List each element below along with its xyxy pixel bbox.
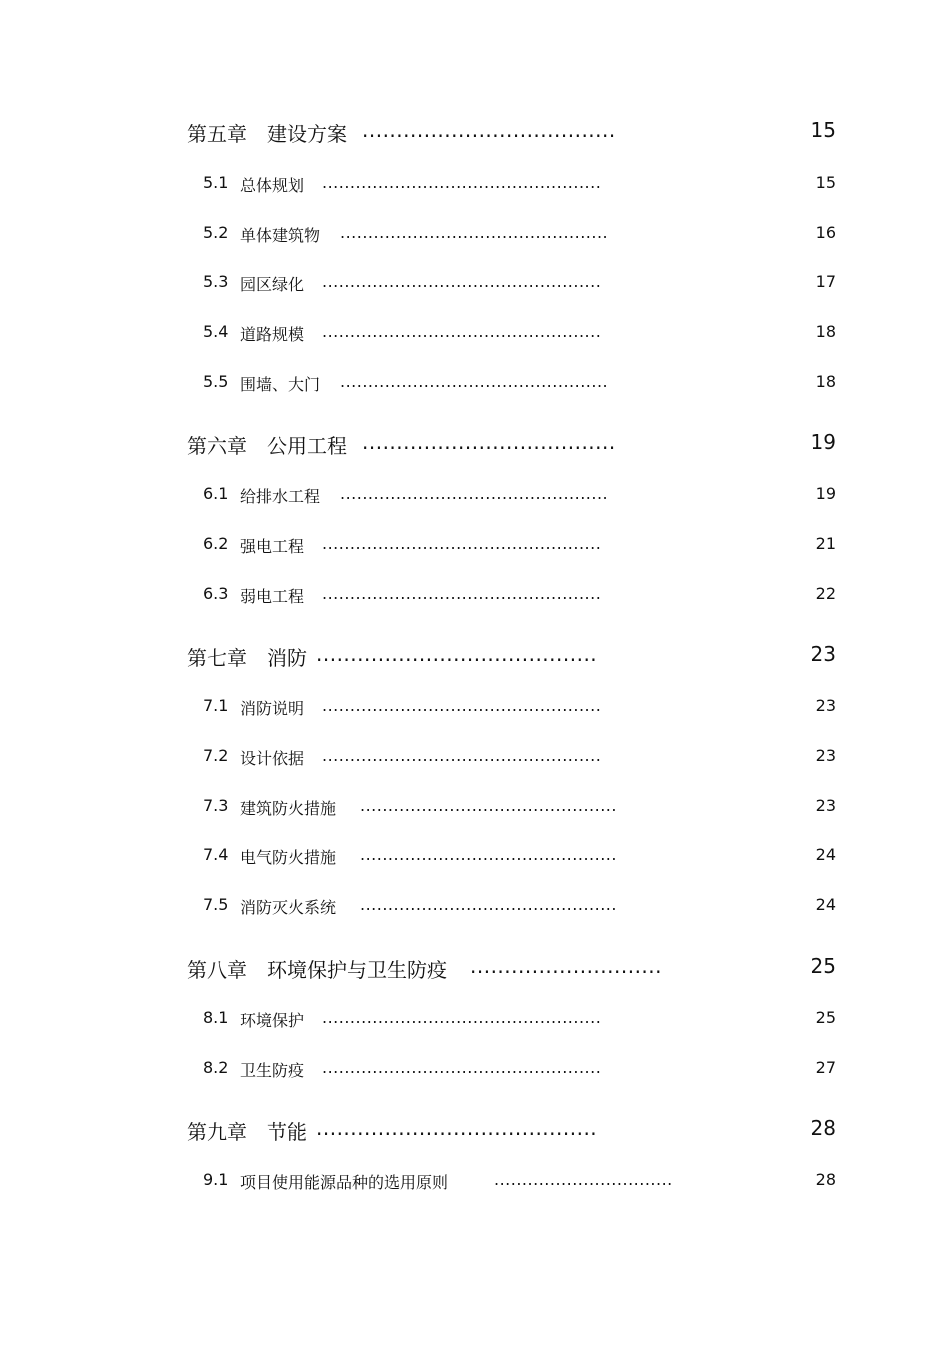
toc-section-6-3[interactable] <box>0 580 950 610</box>
section-number: 6.3 <box>203 584 229 603</box>
page-number: 28 <box>810 1116 836 1140</box>
dot-leader: ............................ <box>470 954 663 978</box>
section-number: 7.2 <box>203 746 229 765</box>
section-number: 5.4 <box>203 322 229 341</box>
section-number: 5.2 <box>203 223 229 242</box>
page-number: 28 <box>815 1170 836 1189</box>
dot-leader: .............................................. <box>360 895 617 914</box>
dot-leader: ................................................ <box>340 372 609 391</box>
toc-section-5-5[interactable] <box>0 368 950 398</box>
chapter-number: 第五章 <box>187 122 247 146</box>
toc-chapter-9[interactable] <box>0 1114 950 1144</box>
section-number: 5.1 <box>203 173 229 192</box>
page-number: 23 <box>815 696 836 715</box>
page-number: 19 <box>810 430 836 454</box>
chapter-number: 第八章 <box>187 958 247 982</box>
toc-section-7-3[interactable] <box>0 792 950 822</box>
section-title: 道路规模 <box>240 325 305 344</box>
toc-section-8-1[interactable] <box>0 1004 950 1034</box>
chapter-title: 公用工程 <box>267 434 347 458</box>
page-number: 23 <box>810 642 836 666</box>
toc-chapter-8[interactable] <box>0 952 950 982</box>
section-number: 6.2 <box>203 534 229 553</box>
section-title: 卫生防疫 <box>240 1061 305 1080</box>
page-number: 15 <box>810 118 836 142</box>
section-title: 单体建筑物 <box>240 226 321 245</box>
dot-leader: ..................................... <box>362 430 616 454</box>
toc-section-8-2[interactable] <box>0 1054 950 1084</box>
page-number: 18 <box>815 322 836 341</box>
section-title: 项目使用能源品种的选用原则 <box>240 1173 449 1192</box>
dot-leader: ................................ <box>494 1170 673 1189</box>
section-number: 7.4 <box>203 845 229 864</box>
section-title: 围墙、大门 <box>240 375 321 394</box>
toc-chapter-6[interactable] <box>0 428 950 458</box>
page-number: 19 <box>815 484 836 503</box>
section-title: 消防灭火系统 <box>240 898 337 917</box>
dot-leader: ......................................... <box>316 1116 598 1140</box>
section-title: 建筑防火措施 <box>240 799 337 818</box>
page-number: 17 <box>815 272 836 291</box>
page-number: 21 <box>815 534 836 553</box>
chapter-title: 节能 <box>267 1120 307 1144</box>
chapter-title: 建设方案 <box>267 122 347 146</box>
section-title: 消防说明 <box>240 699 305 718</box>
dot-leader: .................................................. <box>322 1008 602 1027</box>
dot-leader: ..................................... <box>362 118 616 142</box>
section-number: 6.1 <box>203 484 229 503</box>
toc-chapter-5[interactable] <box>0 116 950 146</box>
page-number: 25 <box>815 1008 836 1027</box>
dot-leader: .................................................. <box>322 746 602 765</box>
section-number: 5.3 <box>203 272 229 291</box>
toc-section-7-4[interactable] <box>0 841 950 871</box>
section-title: 园区绿化 <box>240 275 305 294</box>
section-title: 设计依据 <box>240 749 305 768</box>
page-number: 24 <box>815 895 836 914</box>
toc-section-6-2[interactable] <box>0 530 950 560</box>
page-number: 23 <box>815 746 836 765</box>
toc-section-5-4[interactable] <box>0 318 950 348</box>
toc-section-5-1[interactable] <box>0 169 950 199</box>
section-title: 环境保护 <box>240 1011 305 1030</box>
toc-section-5-2[interactable] <box>0 219 950 249</box>
toc-section-9-1[interactable] <box>0 1166 950 1196</box>
toc-section-7-2[interactable] <box>0 742 950 772</box>
chapter-number: 第七章 <box>187 646 247 670</box>
section-title: 弱电工程 <box>240 587 305 606</box>
chapter-title: 环境保护与卫生防疫 <box>267 958 447 982</box>
toc-chapter-7[interactable] <box>0 640 950 670</box>
toc-section-5-3[interactable] <box>0 268 950 298</box>
section-number: 7.1 <box>203 696 229 715</box>
section-title: 给排水工程 <box>240 487 321 506</box>
dot-leader: .................................................. <box>322 534 602 553</box>
page-number: 25 <box>810 954 836 978</box>
dot-leader: ................................................ <box>340 484 609 503</box>
dot-leader: .............................................. <box>360 845 617 864</box>
section-number: 5.5 <box>203 372 229 391</box>
section-number: 9.1 <box>203 1170 229 1189</box>
page-number: 27 <box>815 1058 836 1077</box>
page-number: 16 <box>815 223 836 242</box>
section-number: 8.2 <box>203 1058 229 1077</box>
dot-leader: .................................................. <box>322 322 602 341</box>
dot-leader: .................................................. <box>322 272 602 291</box>
page-number: 24 <box>815 845 836 864</box>
dot-leader: .............................................. <box>360 796 617 815</box>
toc-section-7-1[interactable] <box>0 692 950 722</box>
page-number: 22 <box>815 584 836 603</box>
dot-leader: .................................................. <box>322 584 602 603</box>
dot-leader: .................................................. <box>322 1058 602 1077</box>
chapter-number: 第九章 <box>187 1120 247 1144</box>
section-number: 8.1 <box>203 1008 229 1027</box>
chapter-title: 消防 <box>267 646 307 670</box>
toc-section-7-5[interactable] <box>0 891 950 921</box>
page-number: 15 <box>815 173 836 192</box>
page-number: 23 <box>815 796 836 815</box>
dot-leader: ................................................ <box>340 223 609 242</box>
section-title: 强电工程 <box>240 537 305 556</box>
page-number: 18 <box>815 372 836 391</box>
dot-leader: .................................................. <box>322 173 602 192</box>
toc-section-6-1[interactable] <box>0 480 950 510</box>
section-title: 总体规划 <box>240 176 305 195</box>
section-number: 7.5 <box>203 895 229 914</box>
dot-leader: .................................................. <box>322 696 602 715</box>
chapter-number: 第六章 <box>187 434 247 458</box>
section-title: 电气防火措施 <box>240 848 337 867</box>
section-number: 7.3 <box>203 796 229 815</box>
dot-leader: ......................................... <box>316 642 598 666</box>
